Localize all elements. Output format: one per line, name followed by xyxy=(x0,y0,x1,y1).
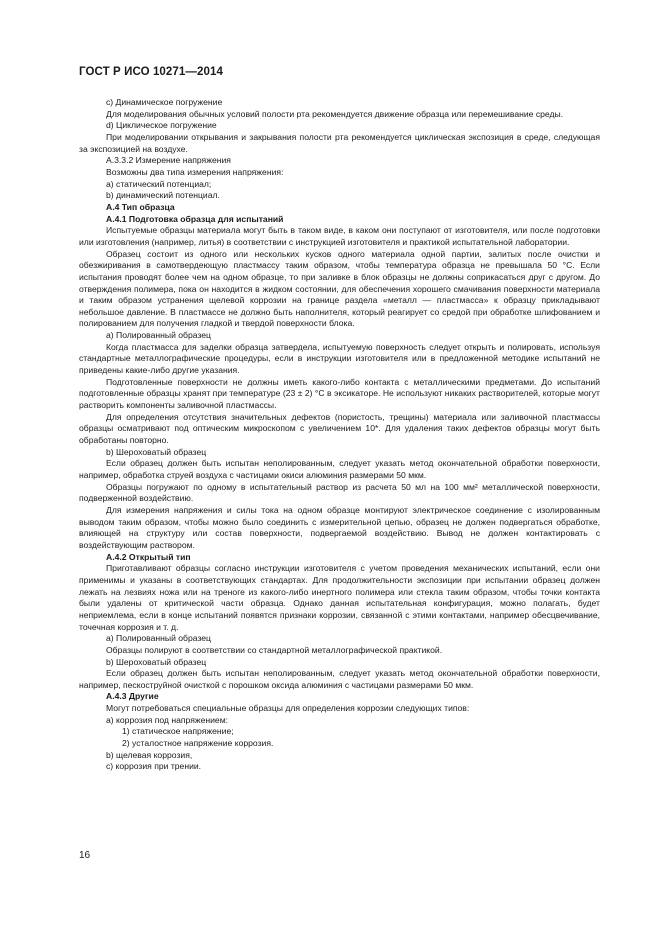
paragraph: Могут потребоваться специальные образцы для определения коррозии следующих типов: xyxy=(106,703,470,714)
list-item: b) щелевая коррозия, xyxy=(106,749,193,760)
sub-list-item: 2) усталостное напряжение коррозия. xyxy=(122,738,274,749)
list-item: a) Полированный образец xyxy=(106,330,211,341)
list-item: c) Динамическое погружение xyxy=(106,97,223,107)
paragraph: Если образец должен быть испытан неполированным, следует указать метод окончательной обработки поверхности, например, пескоструйной очисткой с порошком оксида алюминия с частицами размерами 50 мкм. xyxy=(79,668,600,690)
paragraph: Если образец должен быть испытан неполированным, следует указать метод окончательной обработки поверхности, например, обработка струей воздуха с частицами окиси алюминия размерами 50 мкм. xyxy=(79,458,600,480)
subsection-heading: А.4.1 Подготовка образца для испытаний xyxy=(106,213,284,224)
subsection-heading: А.4.2 Открытый тип xyxy=(106,551,191,562)
subsection-heading: А.3.3.2 Измерение напряжения xyxy=(106,155,231,166)
list-item: b) Шероховатый образец xyxy=(106,446,207,457)
subsection-heading: А.4.3 Другие xyxy=(106,691,159,702)
section-heading: А.4 Тип образца xyxy=(106,201,175,212)
paragraph: Возможны два типа измерения напряжения: xyxy=(106,166,284,177)
paragraph: Образец состоит из одного или нескольких кусков одного материала одной партии, залитых после очистки и обезжиривания в самотвердеющую пластмассу таким образом, чтобы температура образца не превышала 50 °С. Если испытания проводят более чем на одном образце, то при заливке в блок образцы не должны соприкасаться друг с другом. До отверждения полимера, пока он находится в жидком состоянии, для обеспечения хорошего смачивания поверхности материала и таким образом устранения щелевой коррозии на границе раздела «металл — пластмасса» к образцу прикладывают небольшое давление. В пластмассе не должно быть наполнителя, который реагирует со средой при обработке шлифованием и полированием для получения гладкой и твердой поверхности блока. xyxy=(79,248,600,329)
paragraph: Для измерения напряжения и силы тока на одном образце монтируют электрическое соединение с изолированным выводом таким образом, чтобы можно было соединить с измерительной цепью, образец не должен подвергаться обработке, влияющей на структуру или состав поверхности, подвергаемой воздействию. Вывод не должен контактировать с воздействующим раствором. xyxy=(79,504,600,550)
document-header: ГОСТ Р ИСО 10271—2014 xyxy=(79,66,224,78)
list-item: d) Циклическое погружение xyxy=(106,120,217,131)
paragraph: Испытуемые образцы материала могут быть в таком виде, в каком они поступают от изготовителя, или после подготовки или изготовления (например, литья) в соответствии с инструкцией изготовителя и практикой испытательной лаборатории. xyxy=(79,225,600,247)
paragraph: Для моделирования обычных условий полости рта рекомендуется движение образца или перемешивание среды. xyxy=(106,108,564,119)
list-item: a) статический потенциал; xyxy=(106,178,212,189)
paragraph: Образцы погружают по одному в испытательный раствор из расчета 50 мл на 100 мм² металлической поверхности, подверженной воздействию. xyxy=(79,481,600,504)
list-item: c) коррозия при трении. xyxy=(106,761,202,772)
paragraph: Подготовленные поверхности не должны иметь какого-либо контакта с металлическими предметами. До испытаний подготовленные образцы хранят при температуре (23 ± 2) °С в эксикаторе. Не используют никаких растворителей, которые могут растворить компоненты заливочной пластмассы. xyxy=(79,376,600,411)
sub-list-item: 1) статическое напряжение; xyxy=(122,726,234,737)
list-item: a) коррозия под напряжением: xyxy=(106,714,228,725)
list-item: b) динамический потенциал. xyxy=(106,190,220,201)
paragraph: Для определения отсутствия значительных дефектов (пористость, трещины) материала или заливочной пластмассы образцы осматривают под оптическим микроскопом с увеличением 10*. Для удаления таких дефектов образцы могут быть обработаны повторно. xyxy=(79,411,600,446)
list-item: a) Полированный образец xyxy=(106,633,211,644)
document-body xyxy=(79,97,600,773)
paragraph: Образцы полируют в соответствии со стандартной металлографической практикой. xyxy=(106,644,443,655)
page-number: 16 xyxy=(79,850,91,861)
paragraph: Приготавливают образцы согласно инструкции изготовителя с учетом проведения механических испытаний, если они применимы и указаны в соответствующих стандартах. Для продолжительности экспозиции при испытании образец должен лежать на лезвиях ножа или на треноге из какого-либо инертного полимера или стекла таким образом, чтобы точки контакта были удалены от критической части образца. Однако данная испытательная конфигурация, можно полагать, будет неприемлема, если в конце испытаний появятся признаки коррозии, связанной с этими контактами, например обесцвечивание, точечная коррозия и т. д. xyxy=(79,563,600,632)
paragraph: Когда пластмасса для заделки образца затвердела, испытуемую поверхность следует открыть и полировать, используя стандартные металлографические процедуры, если в инструкции изготовителя или в предложенной методике испытаний не приведены какие-либо другие указания. xyxy=(79,341,600,376)
list-item: b) Шероховатый образец xyxy=(106,656,207,667)
paragraph: При моделировании открывания и закрывания полости рта рекомендуется циклическая экспозиция в среде, следующая за экспозицией на воздухе. xyxy=(79,131,600,154)
